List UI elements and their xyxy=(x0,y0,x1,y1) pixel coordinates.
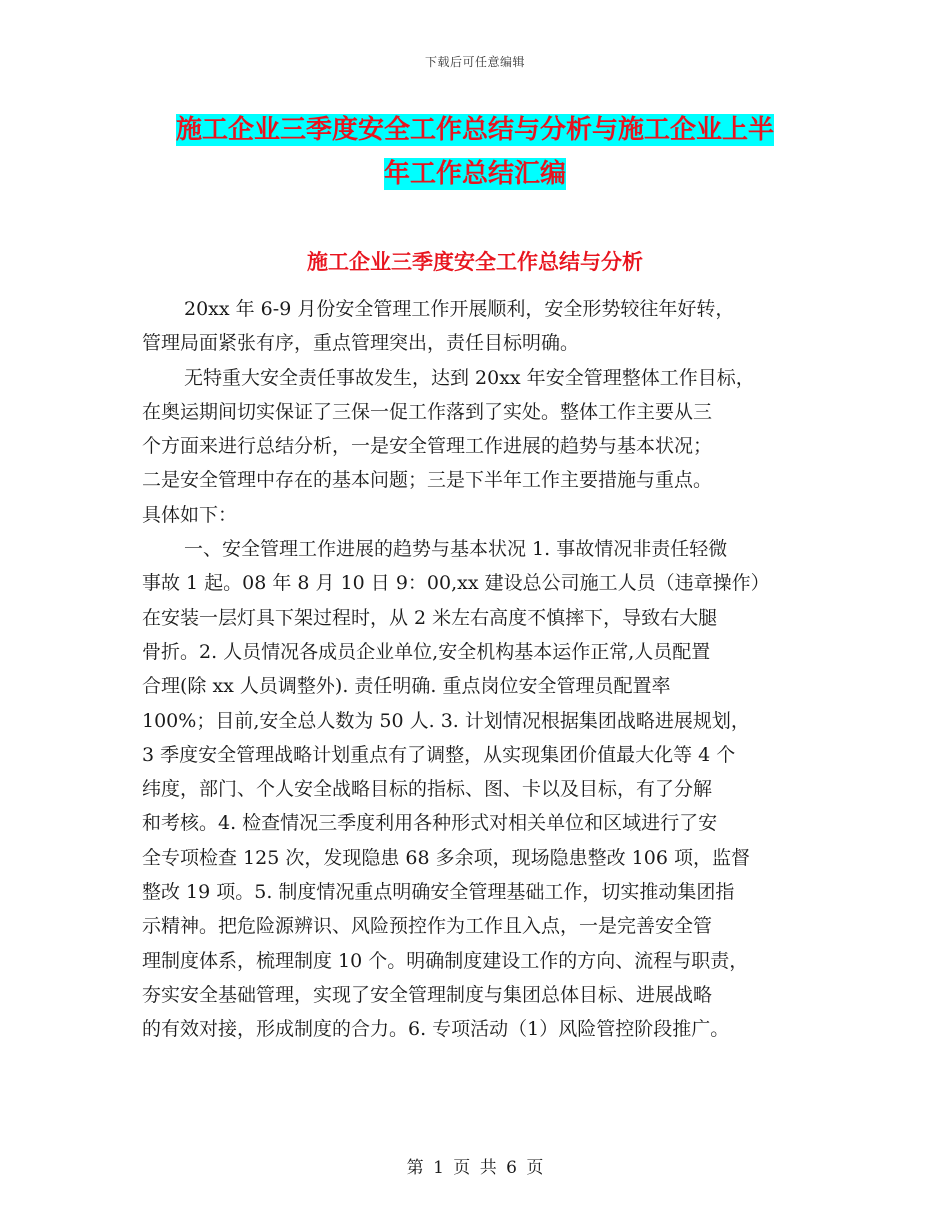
paragraph-line: 的有效对接，形成制度的合力。6. 专项活动（1）风险管控阶段推广。 xyxy=(142,1018,730,1041)
section-title: 施工企业三季度安全工作总结与分析 xyxy=(307,250,643,274)
paragraph-line: 理制度体系，梳理制度 10 个。明确制度建设工作的方向、流程与职责， xyxy=(142,949,749,972)
paragraph-line: 3 季度安全管理战略计划重点有了调整，从实现集团价值最大化等 4 个 xyxy=(142,743,736,766)
paragraph-line: 骨折。2. 人员情况各成员企业单位,安全机构基本运作正常,人员配置 xyxy=(142,640,711,663)
paragraph-line: 20xx 年 6-9 月份安全管理工作开展顺利，安全形势较往年好转， xyxy=(184,298,735,320)
paragraph-line: 和考核。4. 检查情况三季度利用各种形式对相关单位和区域进行了安 xyxy=(142,812,718,835)
paragraph-line: 管理局面紧张有序，重点管理突出，责任目标明确。 xyxy=(142,332,580,355)
paragraph-line: 在安装一层灯具下架过程时，从 2 米左右高度不慎摔下，导致右大腿 xyxy=(142,606,718,629)
paragraph-line: 100%；目前,安全总人数为 50 人. 3. 计划情况根据集团战略进展规划， xyxy=(142,709,750,732)
page-header-note: 下载后可任意编辑 xyxy=(424,55,525,69)
paragraph-line: 二是安全管理中存在的基本问题；三是下半年工作主要措施与重点。 xyxy=(142,469,713,492)
paragraph-line: 纬度，部门、个人安全战略目标的指标、图、卡以及目标，有了分解 xyxy=(142,778,713,801)
document-title xyxy=(140,108,810,196)
paragraph-line: 无特重大安全责任事故发生，达到 20xx 年安全管理整体工作目标， xyxy=(184,366,755,389)
paragraph-line: 事故 1 起。08 年 8 月 10 日 9：00,xx 建设总公司施工人员（违章操作） xyxy=(142,572,770,595)
paragraph-line: 全专项检查 125 次，发现隐患 68 多余项，现场隐患整改 106 项，监督 xyxy=(142,846,750,869)
document-title-line-2: 年工作总结汇编 xyxy=(383,159,566,189)
paragraph-line: 具体如下： xyxy=(142,503,238,526)
paragraph-line: 个方面来进行总结分析，一是安全管理工作进展的趋势与基本状况； xyxy=(142,435,713,458)
paragraph-line: 示精神。把危险源辨识、风险预控作为工作且入点，一是完善安全管 xyxy=(142,915,713,938)
paragraph-line: 整改 19 项。5. 制度情况重点明确安全管理基础工作，切实推动集团指 xyxy=(142,881,735,904)
paragraph-line: 夯实安全基础管理，实现了安全管理制度与集团总体目标、进展战略 xyxy=(142,983,713,1006)
paragraph-line: 一、安全管理工作进展的趋势与基本状况 1. 事故情况非责任轻微 xyxy=(184,538,728,561)
document-title-line-1: 施工企业三季度安全工作总结与分析与施工企业上半 xyxy=(175,115,774,145)
paragraph-line: 在奥运期间切实保证了三保一促工作落到了实处。整体工作主要从三 xyxy=(142,400,713,423)
paragraph-line: 合理(除 xx 人员调整外). 责任明确. 重点岗位安全管理员配置率 xyxy=(142,675,671,698)
page-footer: 第 1 页 共 6 页 xyxy=(406,1158,544,1178)
body-text xyxy=(142,292,810,1047)
